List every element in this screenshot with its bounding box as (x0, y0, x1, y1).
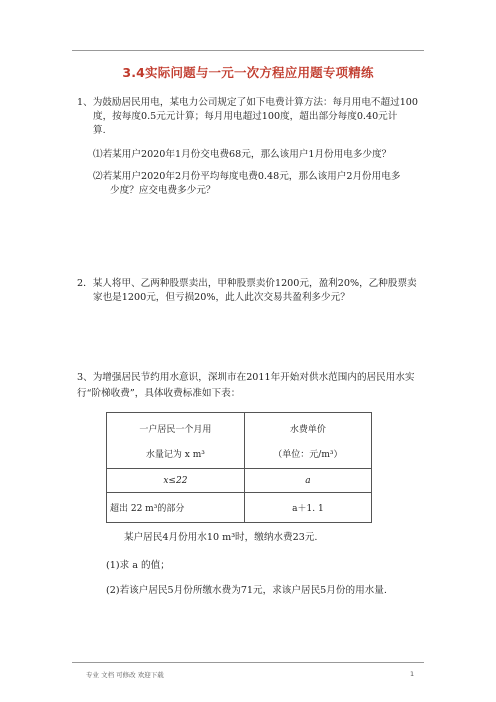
header-usage-line-1: 一户居民一个月用 (139, 424, 212, 435)
row1-price: a (244, 469, 371, 493)
page-number: 1 (410, 670, 415, 678)
table-header-row (107, 413, 372, 469)
row2-price: a＋1. 1 (244, 493, 371, 523)
footer-text: 专业 文档 可修改 欢迎下载 (86, 671, 164, 679)
header-rule (72, 50, 424, 51)
q3-sub-1: (1)求 a 的值； (106, 560, 170, 571)
header-price-line-2: （单位：元/m³） (273, 449, 343, 460)
page-title: 3.4实际问题与一元一次方程应用题专项精练 (122, 65, 374, 80)
q1-sub-1: ⑴若某用户2020年1月份交电费68元，那么该用户1月份用电多少度？ (93, 149, 392, 160)
q1-sub-2b: 少度？应交电费多少元？ (110, 185, 216, 196)
q3-line-1: 3、为增强居民节约用水意识，深圳市在2011年开始对供水范围内的居民用水实 (77, 372, 415, 383)
header-cell-price (244, 413, 371, 469)
header-usage-line-2: 水量记为 x m³ (145, 449, 205, 460)
q2-line-2: 家也是1200元，但亏损20%，此人此次交易共盈利多少元？ (93, 292, 350, 303)
row1-usage: x≤22 (107, 469, 245, 493)
header-cell-usage (107, 413, 245, 469)
q2-line-1: 2．某人将甲、乙两种股票卖出，甲种股票卖价1200元，盈利20%，乙种股票卖 (77, 278, 417, 289)
q1-sub-2a: ⑵若某用户2020年2月份平均每度电费0.48元，那么该用户2月份用电多 (93, 171, 401, 182)
table-row (107, 493, 372, 523)
q3-after-table: 某户居民4月份用水10 m³时，缴纳水费23元. (124, 532, 318, 543)
q3-line-2: 行“阶梯收费”，具体收费标准如下表： (77, 388, 241, 399)
header-price-line-1: 水费单价 (289, 424, 326, 435)
q1-line-2: 度，按每度0.5元元计算；每月用电超过100度，超出部分每度0.40元计 (93, 111, 398, 122)
q1-line-1: 1、为鼓励居民用电，某电力公司规定了如下电费计算方法：每月用电不超过100 (77, 97, 419, 108)
fee-table (106, 412, 372, 523)
table-row (107, 469, 372, 493)
q3-sub-2: (2)若该户居民5月份所缴水费为71元，求该户居民5月份的用水量. (106, 585, 387, 596)
row2-usage: 超出 22 m³的部分 (107, 493, 245, 523)
q1-line-3: 算. (93, 125, 106, 136)
footer-rule (72, 662, 424, 663)
